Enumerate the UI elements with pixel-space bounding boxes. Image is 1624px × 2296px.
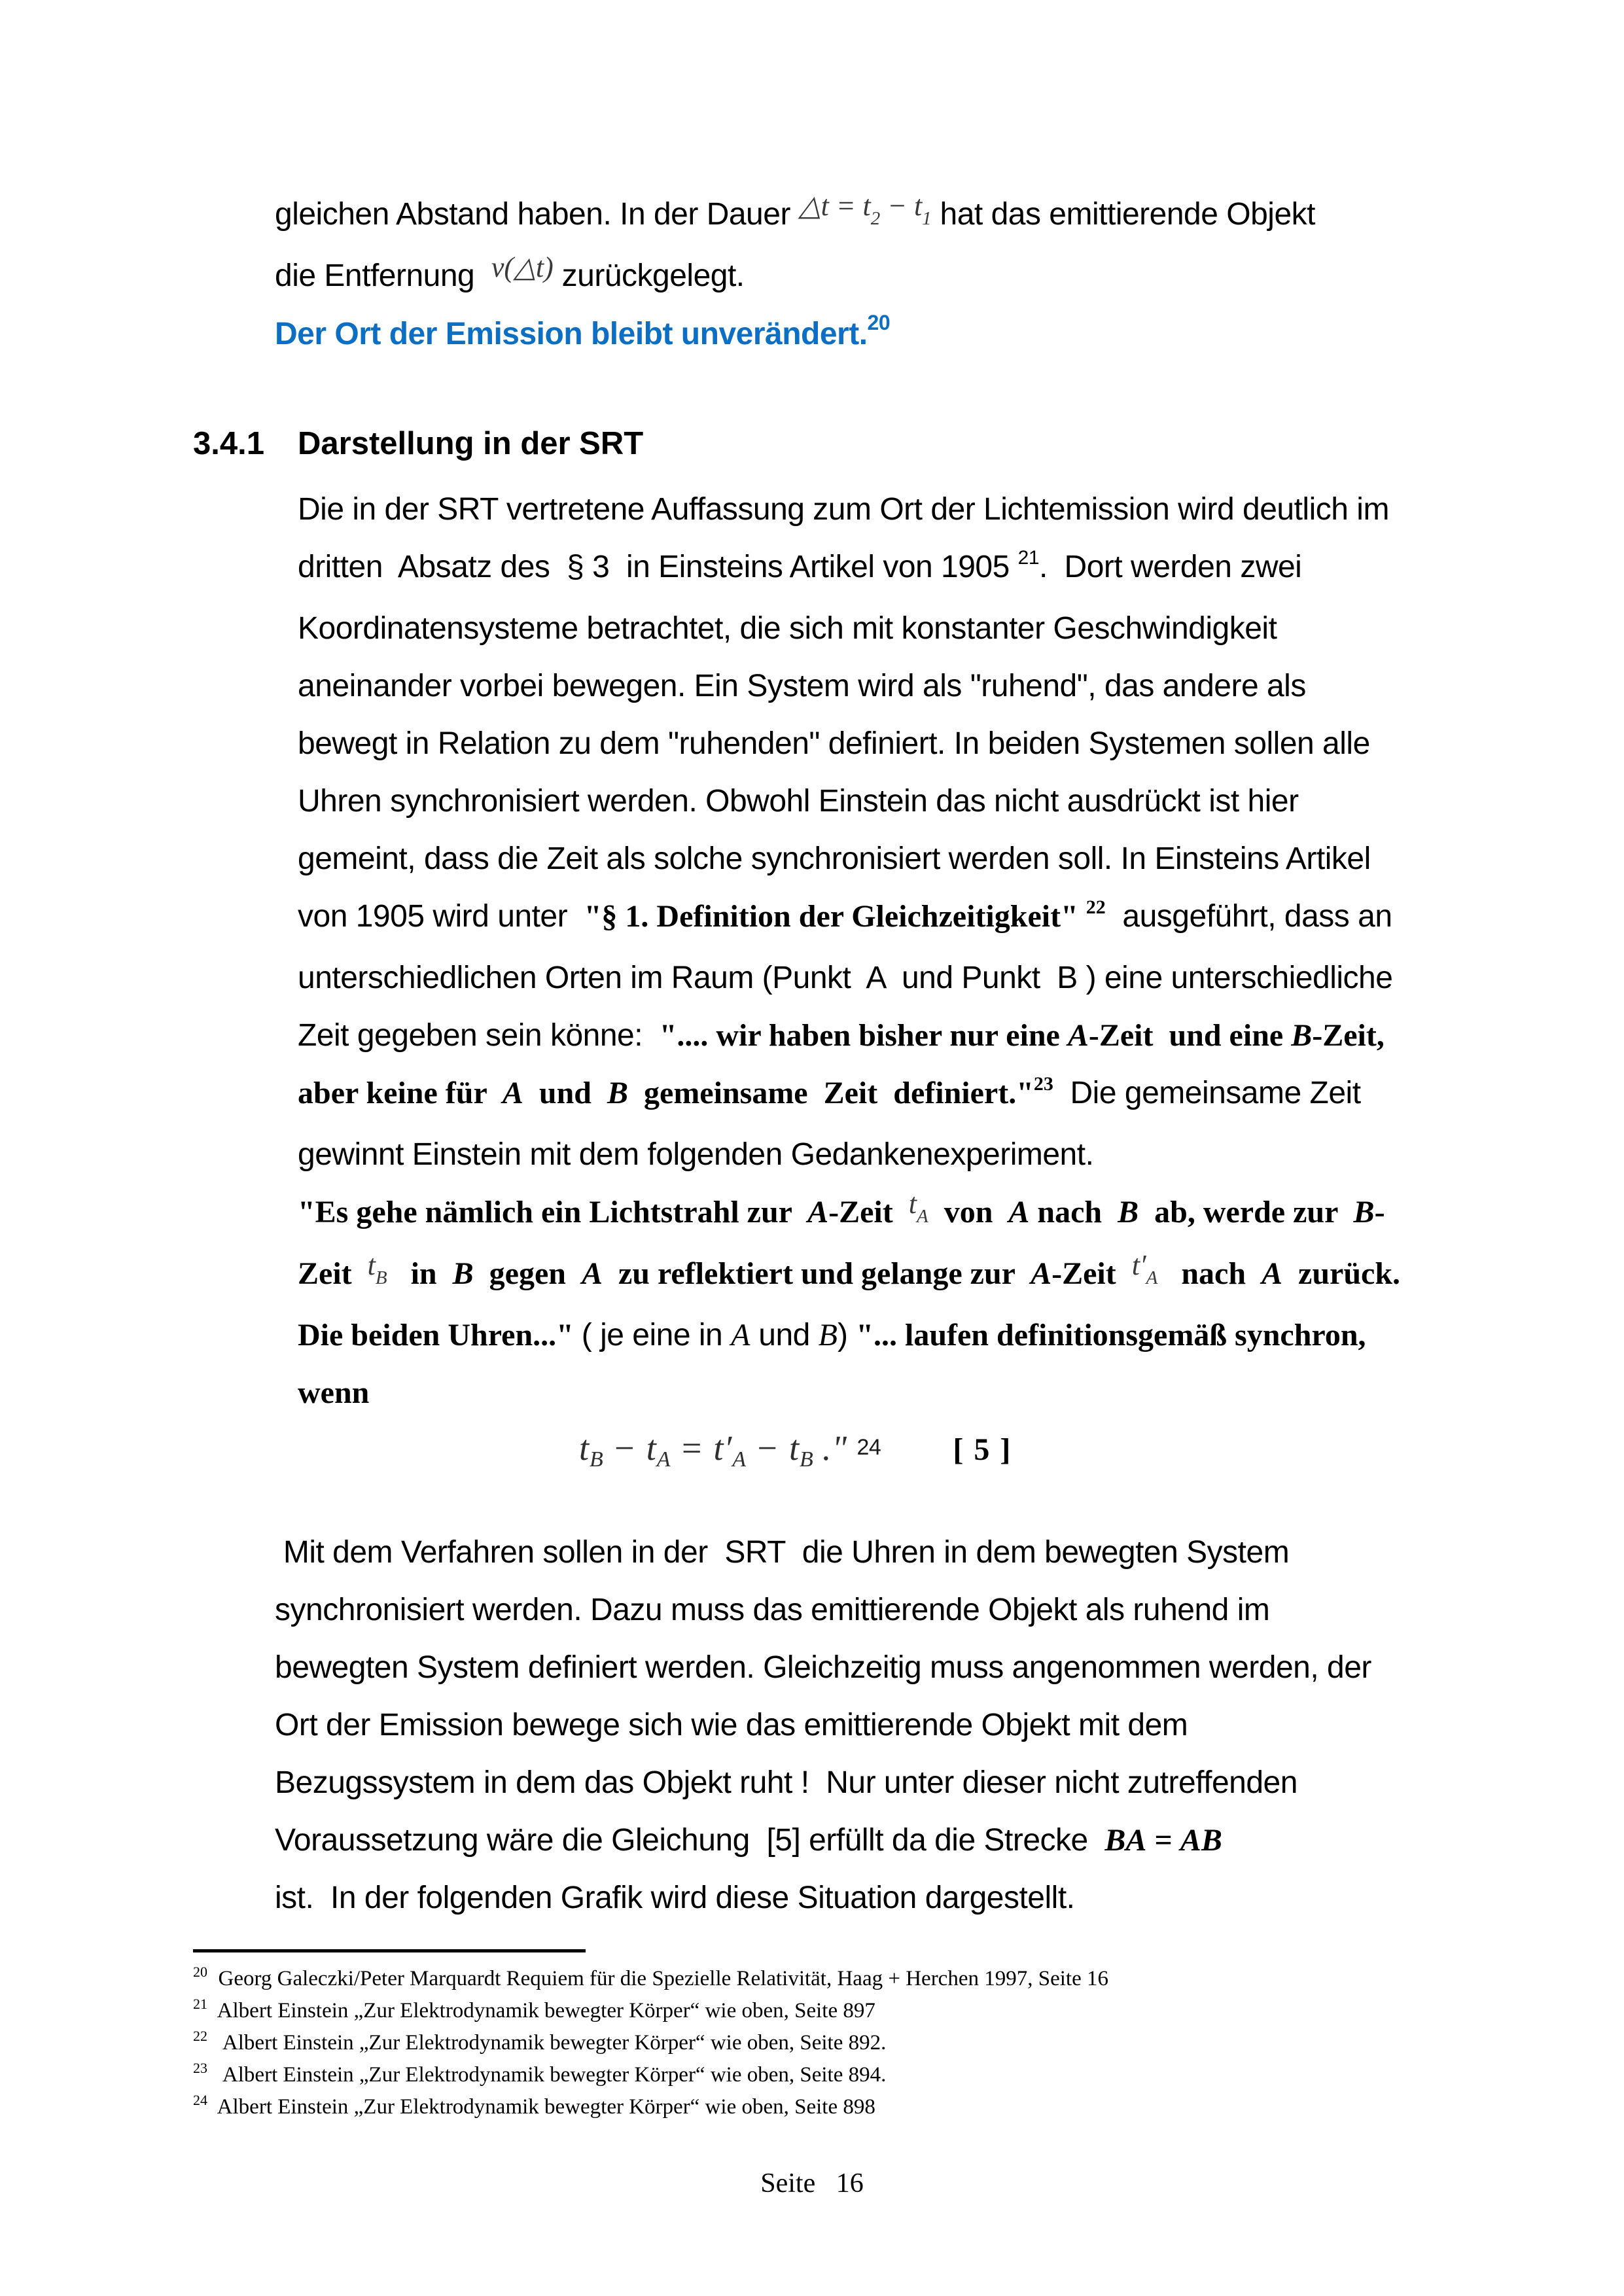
text-segment: )	[838, 1318, 856, 1352]
text-line	[275, 186, 1431, 247]
text-segment: Mit dem Verfahren sollen in der SRT die Uhren in dem bewegten System	[275, 1535, 1290, 1570]
text-segment: 1	[922, 208, 932, 229]
text-segment: die Entfernung	[275, 258, 491, 293]
text-segment: A	[731, 1318, 750, 1352]
text-segment: -Zeit	[1051, 1256, 1132, 1291]
text-segment: B	[1118, 1195, 1139, 1229]
text-segment: Albert Einstein „Zur Elektrodynamik bewegter Körper“ wie oben, Seite 894.	[207, 2063, 887, 2087]
text-segment: und	[523, 1076, 607, 1110]
text-segment: AB	[1180, 1823, 1222, 1858]
text-segment: in	[387, 1256, 453, 1291]
text-segment: -Zeit,	[1312, 1018, 1385, 1053]
text-line	[579, 1415, 1431, 1486]
text-segment: zurückgelegt.	[553, 258, 745, 293]
text-line	[275, 1639, 1431, 1697]
text-line	[298, 773, 1431, 830]
text-segment: Zeit	[298, 1256, 368, 1291]
section-heading	[193, 414, 1431, 474]
text-line	[298, 888, 1431, 949]
text-segment: bewegten System definiert werden. Gleichzeitig muss angenommen werden, der	[275, 1650, 1371, 1685]
text-segment: A	[656, 1447, 671, 1472]
text-segment: Die beiden Uhren..."	[298, 1318, 582, 1352]
text-segment: gleichen Abstand haben. In der Dauer	[275, 197, 799, 232]
text-segment: v(△t)	[491, 251, 554, 283]
text-segment: A	[581, 1256, 603, 1291]
text-segment: A	[807, 1195, 829, 1229]
text-segment: Albert Einstein „Zur Elektrodynamik bewegter Körper“ wie oben, Seite 892.	[207, 2031, 887, 2055]
text-segment: B	[590, 1447, 603, 1472]
text-segment: t	[579, 1428, 590, 1468]
text-segment: A	[1067, 1018, 1089, 1053]
text-segment: A	[1008, 1195, 1030, 1229]
text-segment: nach	[1029, 1195, 1118, 1229]
text-line	[298, 1007, 1431, 1065]
text-segment: dritten Absatz des § 3 in Einsteins Artikel von 1905	[298, 550, 1018, 584]
text-line	[298, 481, 1431, 539]
text-segment: A	[916, 1206, 928, 1227]
text-line	[298, 600, 1431, 658]
text-line	[193, 2060, 1431, 2092]
text-segment: 21	[1017, 547, 1040, 569]
text-segment: B	[1353, 1195, 1375, 1229]
paragraph-intro	[275, 186, 1431, 366]
text-segment: A	[1262, 1256, 1283, 1291]
section-title: Darstellung in der SRT	[298, 426, 644, 461]
text-segment: t	[908, 1188, 917, 1220]
text-line	[275, 1869, 1431, 1927]
text-line	[298, 949, 1431, 1007]
text-segment: -Zeit und eine	[1088, 1018, 1292, 1053]
text-line	[298, 1307, 1431, 1364]
text-segment: zu reflektiert und gelange zur	[602, 1256, 1031, 1291]
section-number: 3.4.1	[193, 426, 264, 461]
text-segment: Die in der SRT vertretene Auffassung zum Ort der Lichtemission wird deutlich im	[298, 492, 1389, 527]
text-line	[298, 1245, 1431, 1307]
text-segment: ."	[813, 1428, 857, 1468]
text-segment: wenn	[298, 1375, 370, 1410]
text-segment: Die gemeinsame Zeit	[1053, 1076, 1361, 1110]
text-segment: =	[1146, 1823, 1180, 1858]
paragraph-main	[298, 481, 1431, 1422]
text-line	[298, 658, 1431, 715]
text-segment: Koordinatensysteme betrachtet, die sich mit konstanter Geschwindigkeit	[298, 611, 1277, 646]
text-segment: Albert Einstein „Zur Elektrodynamik bewegter Körper“ wie oben, Seite 897	[207, 1999, 875, 2022]
text-segment: nach	[1157, 1256, 1262, 1291]
text-line	[275, 1754, 1431, 1812]
text-segment: Georg Galeczki/Peter Marquardt Requiem für die Spezielle Relativität, Haag + Herchen 1997, Seite 16	[207, 1967, 1108, 1990]
text-segment: gemeinsame Zeit definiert."	[628, 1076, 1034, 1110]
footnote-number: 24	[193, 2092, 207, 2108]
text-segment: Bezugssystem in dem das Objekt ruht ! Nur unter dieser nicht zutreffenden	[275, 1765, 1297, 1800]
text-segment: zurück.	[1282, 1256, 1401, 1291]
text-line	[298, 539, 1431, 600]
text-segment: Uhren synchronisiert werden. Obwohl Einstein das nicht ausdrückt ist hier	[298, 784, 1299, 819]
text-segment: 23	[1033, 1073, 1053, 1095]
text-segment: Ort der Emission bewege sich wie das emittierende Objekt mit dem	[275, 1708, 1188, 1742]
text-line	[298, 1065, 1431, 1126]
footnote-number: 21	[193, 1996, 207, 2012]
text-segment: 24	[856, 1435, 881, 1460]
text-segment: gegen	[473, 1256, 582, 1291]
text-segment: A	[502, 1076, 523, 1110]
text-segment: ist. In der folgenden Grafik wird diese Situation dargestellt.	[275, 1881, 1075, 1915]
text-segment: ​. Dort werden zwei	[1039, 550, 1302, 584]
text-line	[193, 1964, 1431, 1996]
text-segment: von 1905 wird unter	[298, 899, 584, 934]
text-segment: hat das emittierende Objekt	[931, 197, 1315, 232]
text-segment: gewinnt Einstein mit dem folgenden Gedankenexperiment.	[298, 1137, 1094, 1172]
footnote-number: 20	[193, 1964, 207, 1980]
text-segment: von	[928, 1195, 1009, 1229]
text-segment: bewegt in Relation zu dem "ruhenden" definiert. In beiden Systemen sollen alle	[298, 726, 1370, 761]
text-line	[298, 1364, 1431, 1422]
text-segment: ".... wir haben bisher nur eine	[659, 1018, 1068, 1053]
text-segment: und	[750, 1318, 819, 1352]
text-segment: ausgeführt, dass an	[1105, 899, 1392, 934]
text-line	[275, 1812, 1431, 1869]
text-segment: BA	[1104, 1823, 1147, 1858]
text-segment: "... laufen definitionsgemäß synchron,	[856, 1318, 1366, 1352]
text-segment: 2	[870, 208, 881, 229]
text-segment: aneinander vorbei bewegen. Ein System wird als "ruhend", das andere als	[298, 669, 1306, 703]
footnotes	[193, 1964, 1431, 2124]
text-segment: [ 5 ]	[953, 1432, 1012, 1467]
text-segment: 20	[867, 311, 891, 334]
equation-5	[579, 1415, 1431, 1486]
text-segment: ab, werde zur	[1139, 1195, 1354, 1229]
text-segment: B	[818, 1318, 838, 1352]
text-segment: unterschiedlichen Orten im Raum (Punkt A und Punkt B ) eine unterschiedliche	[298, 961, 1393, 995]
text-segment: Der Ort der Emission bleibt unverändert.	[275, 317, 868, 351]
text-segment: Zeit gegeben sein könne:	[298, 1018, 660, 1053]
text-segment: synchronisiert werden. Dazu muss das emittierende Objekt als ruhend im	[275, 1593, 1270, 1627]
text-segment: A	[1031, 1256, 1052, 1291]
footnote-number: 23	[193, 2060, 207, 2076]
text-line	[298, 715, 1431, 773]
text-segment: B	[375, 1267, 387, 1288]
paragraph-discussion	[275, 1524, 1431, 1927]
text-line	[298, 830, 1431, 888]
text-segment: A	[732, 1447, 746, 1472]
text-segment: ( je eine in	[581, 1318, 732, 1352]
text-segment: 22	[1086, 896, 1106, 918]
text-segment: B	[1291, 1018, 1313, 1053]
text-segment: − t	[603, 1428, 657, 1468]
text-line	[275, 306, 1431, 366]
text-segment: -Zeit	[828, 1195, 909, 1229]
text-line	[275, 247, 1431, 306]
text-segment: = t′	[670, 1428, 733, 1468]
text-segment: △t = t	[798, 190, 871, 222]
text-segment: Albert Einstein „Zur Elektrodynamik bewegter Körper“ wie oben, Seite 898	[207, 2095, 875, 2119]
text-segment: "Es gehe nämlich ein Lichtstrahl zur	[298, 1195, 808, 1229]
footnote-number: 22	[193, 2028, 207, 2044]
footnote-divider	[193, 1949, 586, 1952]
text-segment: gemeint, dass die Zeit als solche synchronisiert werden soll. In Einsteins Artikel	[298, 841, 1371, 876]
text-segment: A	[1146, 1267, 1158, 1288]
text-segment: − t	[880, 190, 923, 222]
text-line	[298, 1184, 1431, 1245]
text-segment: t′	[1131, 1249, 1146, 1281]
text-segment: "§ 1. Definition der Gleichzeitigkeit"	[584, 899, 1086, 934]
text-line	[193, 2092, 1431, 2124]
page-number: Seite 16	[760, 2168, 864, 2199]
text-segment: B	[452, 1256, 474, 1291]
text-segment: − t	[745, 1428, 800, 1468]
text-segment: -	[1374, 1195, 1385, 1229]
text-segment: B	[800, 1447, 813, 1472]
text-segment: B	[607, 1076, 629, 1110]
text-segment: aber keine für	[298, 1076, 503, 1110]
text-line	[275, 1524, 1431, 1581]
text-line	[193, 2028, 1431, 2060]
text-segment: Voraussetzung wäre die Gleichung [5] erfüllt da die Strecke	[275, 1823, 1105, 1858]
text-segment: t	[367, 1249, 376, 1281]
text-line	[275, 1581, 1431, 1639]
text-line	[193, 1996, 1431, 2028]
text-line	[298, 1126, 1431, 1184]
text-line	[275, 1697, 1431, 1754]
